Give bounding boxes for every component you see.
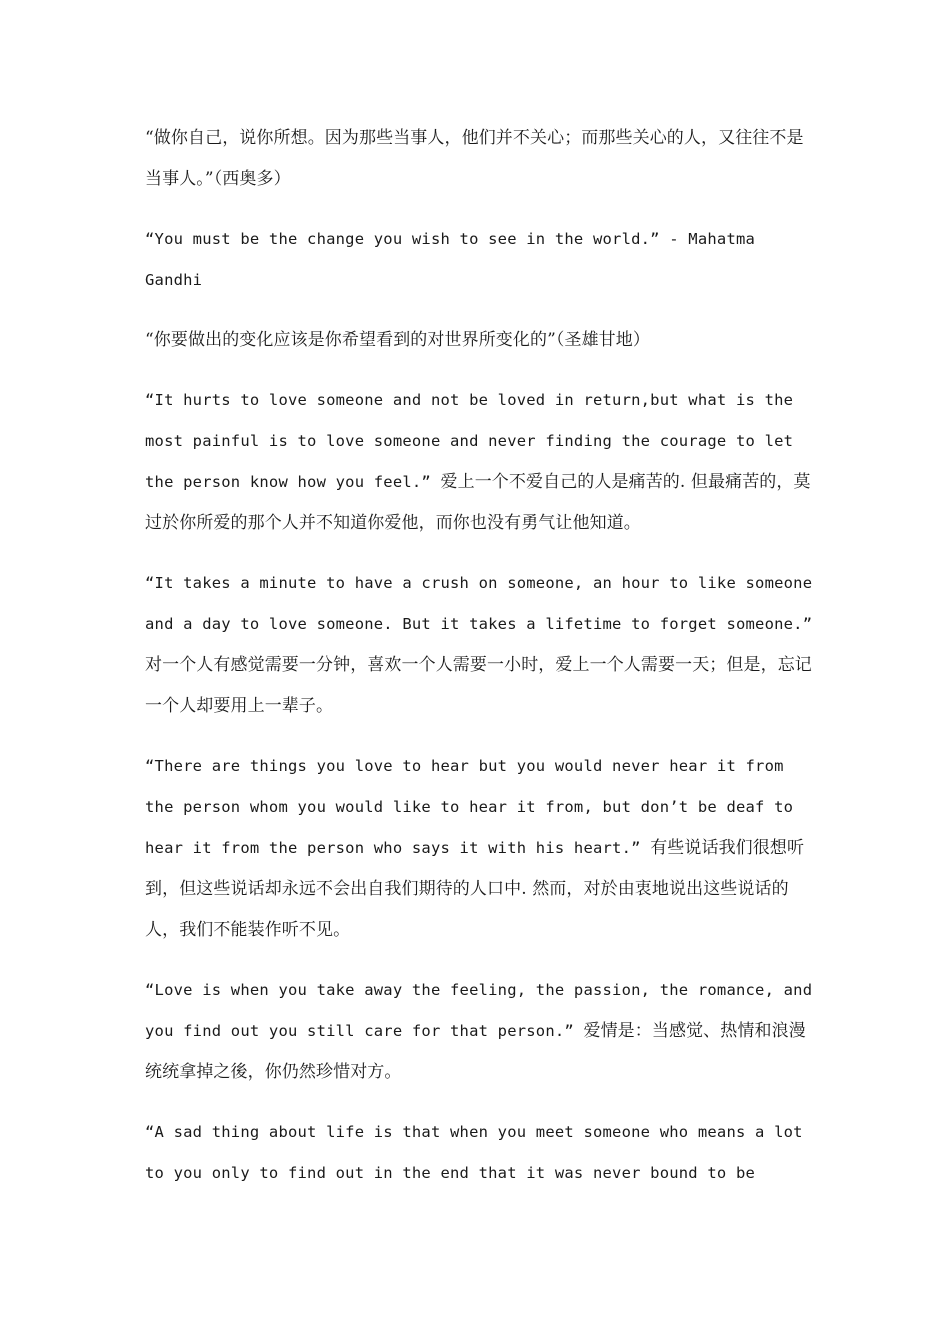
paragraph-chinese-text: 爱情是：当感觉、热情和浪漫统统拿掉之後，你仍然珍惜对方。 — [145, 1021, 806, 1082]
paragraph-chinese-text: “你要做出的变化应该是你希望看到的对世界所变化的”（圣雄甘地） — [145, 330, 650, 350]
paragraph-english-text: “You must be the change you wish to see in the world.” - Mahatma Gandhi — [145, 230, 756, 289]
paragraph-chinese-text: 有些说话我们很想听到，但这些说话却永远不会出自我们期待的人口中. 然而，对於由衷地说出这些说话的人，我们不能装作听不见。 — [145, 838, 805, 940]
paragraph-chinese-text: “做你自己，说你所想。因为那些当事人，他们并不关心；而那些关心的人，又往往不是当事人。”（西奥多） — [145, 128, 804, 189]
paragraph-hurts-to-love-quote — [145, 380, 813, 544]
paragraph-english-text: “A sad thing about life is that when you meet someone who means a lot to you only to find out in the end that it was never bound to be — [145, 1123, 803, 1182]
paragraph-love-is-when-quote — [145, 970, 813, 1093]
paragraph-crush-quote — [145, 563, 813, 727]
paragraph-theodore-quote — [145, 118, 813, 200]
paragraph-chinese-text: 爱上一个不爱自己的人是痛苦的. 但最痛苦的，莫过於你所爱的那个人并不知道你爱他，而你也没有勇气让他知道。 — [145, 472, 811, 533]
paragraph-love-to-hear-quote — [145, 746, 813, 951]
document-page — [145, 118, 813, 1213]
paragraph-english-text: “Love is when you take away the feeling, the passion, the romance, and you find out you still care for that person.” — [145, 981, 813, 1040]
paragraph-sad-thing-quote — [145, 1112, 813, 1194]
paragraph-english-text: “There are things you love to hear but you would never hear it from the person whom you would like to hear it from, but don’t be deaf to hear it from the person who says it with his heart.” — [145, 757, 794, 857]
paragraph-english-text: “It takes a minute to have a crush on someone, an hour to like someone and a day to love someone. But it takes a lifetime to forget someone.” — [145, 574, 813, 633]
paragraph-english-text: “It hurts to love someone and not be loved in return,but what is the most painful is to love someone and never finding the courage to let the person know how you feel.” — [145, 391, 794, 491]
paragraph-gandhi-quote — [145, 219, 813, 301]
paragraph-gandhi-translation — [145, 320, 813, 361]
paragraph-chinese-text: 对一个人有感觉需要一分钟，喜欢一个人需要一小时，爱上一个人需要一天；但是，忘记一个人却要用上一辈子。 — [145, 655, 812, 716]
